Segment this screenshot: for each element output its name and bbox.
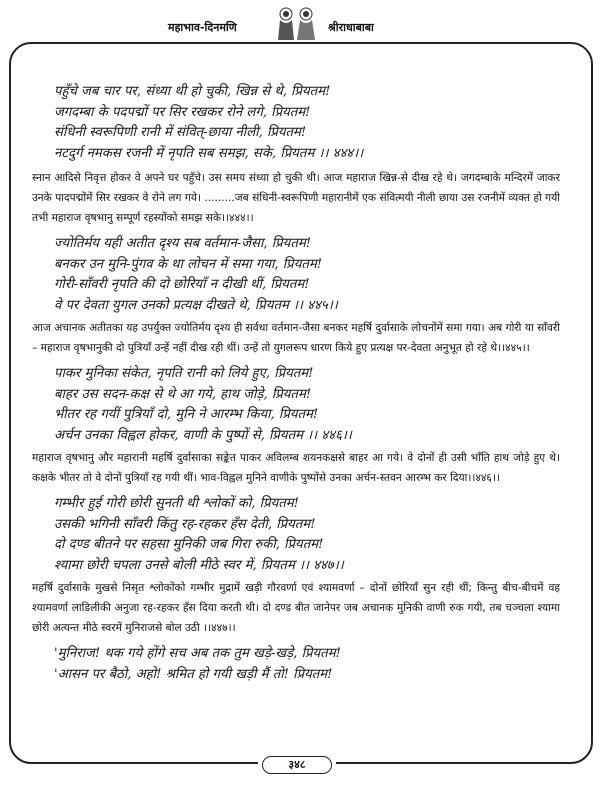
- radha-krishna-emblem-icon: [268, 6, 324, 42]
- header-book-title: महाभाव-दिनमणि: [168, 21, 237, 34]
- header-author: श्रीराधाबाबा: [328, 21, 374, 34]
- verse-448: [54, 644, 560, 685]
- verse-line: भीतर रह गयीं पुत्रियाँ दो, मुनि ने आरम्भ किया, प्रियतम!: [54, 407, 319, 422]
- page-number-box: [258, 754, 336, 776]
- page-body: [32, 82, 560, 685]
- verse-line: श्यामा छोरी चपला उनसे बोली मीठे स्वर में, प्रियतम ।। ४४७।।: [54, 557, 344, 573]
- verse-444: [54, 82, 560, 164]
- verse-line: उसकी भगिनी साँवरी किंतु रह-रहकर हँस देती, प्रियतम!: [54, 516, 316, 532]
- verse-line: 'मुनिराज! थक गये होंगे सच अब तक तुम खड़े-खड़े, प्रियतम!: [54, 646, 341, 661]
- verse-line: गम्भीर हुई गोरी छोरी सुनती थी श्लोकों को, प्रियतम!: [54, 496, 299, 511]
- page-header: [0, 6, 600, 42]
- verse-line: अर्चन उनका विह्वल होकर, वाणी के पुष्पों से, प्रियतम ।। ४४६।।: [54, 427, 352, 443]
- prose-446: महाराज वृषभानु और महारानी महर्षि दुर्वासाका सङ्केत पाकर अविलम्ब शयनकक्षसे बाहर आ गये। वे दोनों ही उसी भाँति हाथ जोड़े हुए थे। कक्षके भीतर तो वे दोनों पुत्रियाँ रह गयी थीं। भाव-विह्वल मुनिने वाणीके पुष्पोंसे उनका अर्चन-स्तवन आरम्भ कर दिया।।४४६।।: [32, 452, 560, 484]
- verse-line: जगदम्बा के पदपद्मों पर सिर रखकर रोने लगे, प्रियतम!: [54, 104, 311, 120]
- prose-447: महर्षि दुर्वासाके मुखसे निसृत श्लोकोंको गम्भीर मुद्रामें खड़ी गौरवर्णा एवं श्यामवर्णा – दोनों छोरियाँ सुन रही थीं; किन्तु बीच-बीचमें वह श्यामवर्णा लाडिलीकी अनुजा रह-रहकर हँस दिया करती थी। दो दण्ड बीत जानेपर जब अचानक मुनिकी वाणी रुक गयी, तब चञ्चला श्यामा छोरी अत्यन्त मीठे स्वरमें मुनिराजसे बोल उठी ।।४४७।।: [32, 582, 560, 634]
- verse-line: बाहर उस सदन-कक्ष से थे आ गये, हाथ जोड़े, प्रियतम!: [54, 386, 312, 402]
- verse-line: पहुँचे जब चार पर, संध्या थी हो चुकी, खिन्न से थे, प्रियतम!: [54, 84, 331, 99]
- verse-line: संधिनी स्वरूपिणी रानी में संवित्-छाया नीली, प्रियतम!: [54, 125, 307, 140]
- page-number: ३४८: [262, 756, 332, 774]
- prose-445: आज अचानक अतीतका यह उपर्युक्त ज्योतिर्मय दृश्य ही सर्वथा वर्तमान-जैसा बनकर महर्षि दुर्वासाके लोचनोंमें समा गया। अब गोरी या साँवरी – महाराज वृषभानुकी दो पुत्रियाँ उन्हें नहीं दीख रही थीं। उन्हें तो युगलरूप धारण किये हुए प्रत्यक्ष पर-देवता अनुभूत हो रहे थे।।४४५।।: [32, 322, 560, 354]
- verse-line: पाकर मुनिका संकेत, नृपति रानी को लिये हुए, प्रियतम!: [54, 366, 314, 381]
- verse-line: ज्योतिर्मय यही अतीत दृश्य सब वर्तमान-जैसा, प्रियतम!: [54, 236, 312, 251]
- verse-line: दो दण्ड बीतने पर सहसा मुनिकी जब गिरा रुकी, प्रियतम!: [54, 537, 324, 552]
- verse-447: [54, 494, 560, 576]
- verse-446: [54, 364, 560, 446]
- verse-line: गोरी-साँवरी नृपति की दो छोरियाँ न दीखी थीं, प्रियतम!: [54, 277, 310, 292]
- verse-line: नटदुर्ग नमकस रजनी में नृपति सब समझ, सके, प्रियतम ।। ४४४।।: [54, 145, 364, 161]
- verse-line: 'आसन पर बैठो, अहो! श्रमित हो गयी खड़ी मैं तो! प्रियतम!: [54, 666, 333, 682]
- verse-line: वे पर देवता युगल उनको प्रत्यक्ष दीखते थे, प्रियतम ।। ४४५।।: [54, 297, 338, 313]
- verse-line: बनकर उन मुनि-पुंगव के था लोचन में समा गया, प्रियतम!: [54, 256, 323, 272]
- verse-445: [54, 234, 560, 316]
- prose-444: स्नान आदिसे निवृत्त होकर वे अपने घर पहुँचे। उस समय संध्या हो चुकी थी। आज महाराज खिन्न-से दीख रहे थे। जगदम्बाके मन्दिरमें जाकर उनके पादपद्मोंमें सिर रखकर वे रोने लग गये। .........जब संधिनी-स्वरूपिणी महारानीमें एक संवित्मयी नीली छाया उस रजनीमें व्यक्त हो गयी तभी महाराज वृषभानु सम्पूर्ण रहस्योंको समझ सके।।४४४।।: [32, 172, 560, 224]
